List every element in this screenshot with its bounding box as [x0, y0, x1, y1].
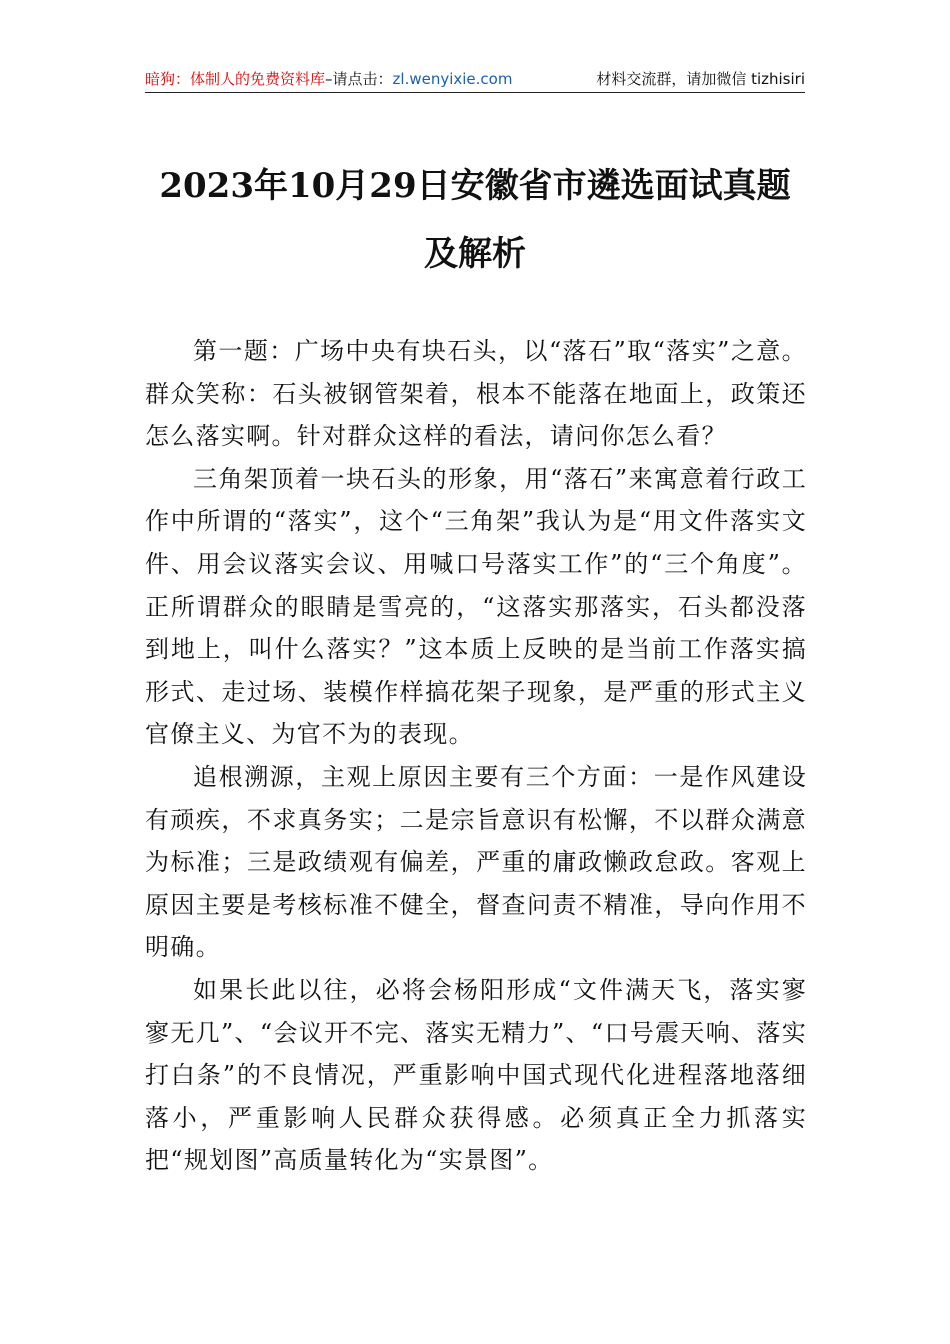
page-header: [145, 66, 805, 92]
document-body: [145, 330, 807, 1182]
paragraph-analysis: 三角架顶着一块石头的形象，用“落石”来寓意着行政工作中所谓的“落实”，这个“三角架”我认为是“用文件落实文件、用会议落实会议、用喊口号落实工作”的“三个角度”。正所谓群众的眼睛是雪亮的，“这落实那落实，石头都没落到地上，叫什么落实？”这本质上反映的是当前工作落实搞形式、走过场、装模作样搞花架子现象，是严重的形式主义官僚主义、为官不为的表现。: [145, 464, 807, 749]
document-title: 2023年10月29日安徽省市遴选面试真题及解析: [159, 166, 791, 274]
header-divider: [145, 92, 805, 93]
header-contact: 材料交流群，请加微信 tizhisiri: [596, 70, 805, 88]
paragraph-question: 第一题：广场中央有块石头，以“落石”取“落实”之意。群众笑称：石头被钢管架着，根本不能落在地面上，政策还怎么落实啊。针对群众这样的看法，请问你怎么看？: [145, 337, 807, 451]
paragraph-causes: 追根溯源，主观上原因主要有三个方面：一是作风建设有顽疾，不求真务实；二是宗旨意识有松懈，不以群众满意为标准；三是政绩观有偏差，严重的庸政懒政怠政。客观上原因主要是考核标准不健全，督查问责不精准，导向作用不明确。: [145, 762, 807, 962]
header-ad-label: 暗狗：体制人的免费资料库: [145, 70, 326, 88]
paragraph-consequences: 如果长此以往，必将会杨阳形成“文件满天飞，落实寥寥无几”、“会议开不完、落实无精力”、“口号震天响、落实打白条”的不良情况，严重影响中国式现代化进程落地落细落小，严重影响人民群众获得感。必须真正全力抓落实把“规划图”高质量转化为“实景图”。: [145, 975, 807, 1175]
header-dash: –请点击：: [325, 70, 393, 88]
header-url-link[interactable]: zl.wenyixie.com: [392, 70, 513, 88]
